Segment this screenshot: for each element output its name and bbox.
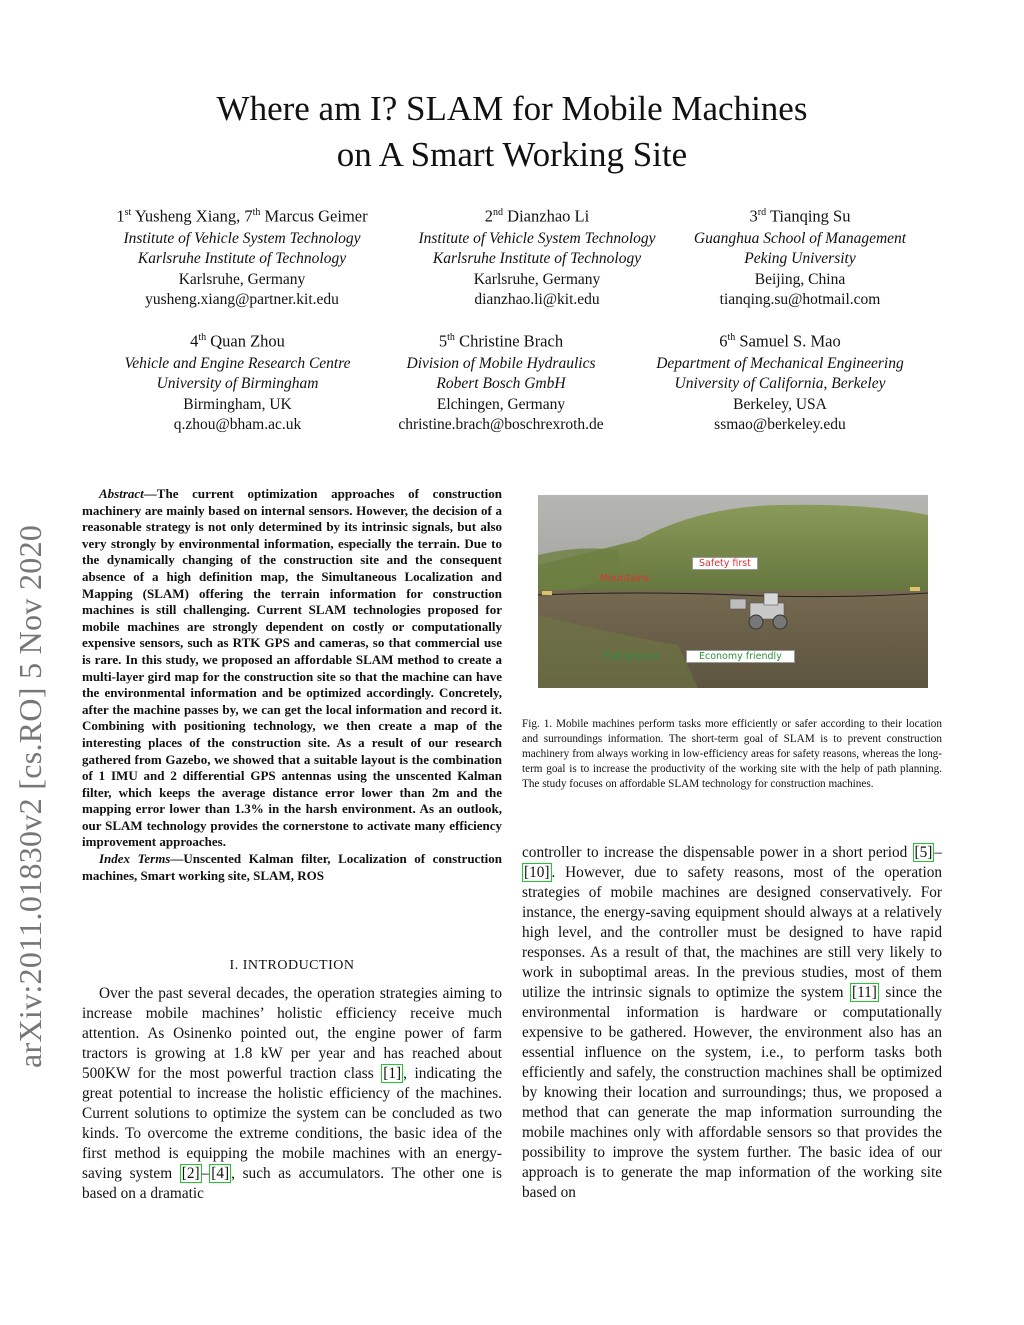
author-org: University of Birmingham	[156, 375, 319, 392]
index-terms-text: —Unscented Kalman filter, Localization of construction machines, Smart working site, SLAM, ROS	[82, 851, 502, 883]
author-dept: Department of Mechanical Engineering	[656, 354, 904, 372]
author-name: 1st Yusheng Xiang, 7th Marcus Geimer	[116, 206, 368, 226]
right-text-a: controller to increase the dispensable power in a short period	[522, 844, 913, 861]
author-dept: Institute of Vehicle System Technology	[418, 229, 656, 247]
right-text-b: . However, due to safety reasons, most of the operation strategies of mobile machines are designed conservatively. For instance, the energy-saving equipment should always at a relatively high level, and the controller must be designed to have rapid responses. As a result of that, the machines are still very likely to work in suboptimal areas. In the previous studies, most of them utilize the intrinsic signals to optimize the system	[522, 864, 942, 1001]
intro-text-a: Over the past several decades, the operation strategies aiming to increase mobile machines’ holistic efficiency receive much attention. As Osinenko pointed out, the engine power of farm tractors is growing at 1.8 kW per year and has reached about 500KW for the most powerful traction class	[82, 985, 502, 1082]
intro-text-c: , such as accumulators. The other one is based on a dramatic	[82, 1165, 502, 1202]
author-name: 3rd Tianqing Su	[749, 206, 851, 226]
dash: –	[201, 1165, 210, 1182]
author-block-5	[380, 327, 622, 436]
citation-link[interactable]: [1]	[383, 1065, 402, 1082]
abstract-label: Abstract	[99, 486, 144, 501]
author-org: Karlsruhe Institute of Technology	[432, 250, 642, 267]
index-terms-label: Index Terms	[99, 851, 171, 867]
author-org: Peking University	[744, 250, 856, 267]
author-email[interactable]: christine.brach@boschrexroth.de	[398, 416, 604, 433]
author-email[interactable]: ssmao@berkeley.edu	[714, 416, 846, 433]
author-email[interactable]: tianqing.su@hotmail.com	[719, 291, 881, 308]
author-dept: Division of Mobile Hydraulics	[406, 354, 596, 372]
title-line-2: on A Smart Working Site	[336, 135, 688, 174]
author-location: Elchingen, Germany	[436, 395, 566, 413]
citation-link[interactable]: [11]	[851, 984, 877, 1001]
author-block-1	[82, 202, 402, 311]
author-org: Robert Bosch GmbH	[436, 375, 566, 392]
figure-1-image	[538, 495, 928, 688]
author-org: University of California, Berkeley	[674, 375, 886, 392]
right-column-paragraph	[522, 843, 942, 1203]
paper-title	[100, 86, 924, 178]
abstract-text: —The current optimization approaches of construction machinery are mainly based on internal sensors. However, the decision of a reasonable strategy is not only determined by its intrinsic signals, but also very strongly by environmental information, especially the terrain. Due to the dynamically changing of the construction site and the consequent absence of a high definition map, the Simultaneous Localization and Mapping (SLAM) offering the terrain information for construction machines is still challenging. Current SLAM technologies proposed for mobile machines are strongly dependent on costly or computationally expensive sensors, such as RTK GPS and cameras, so that commercial use is rare. In this study, we proposed an affordable SLAM method to create a multi-layer gird map for the construction site so that the machine can have the environmental information and be optimized accordingly. Concretely, after the machine passes by, we can get the local information and record it. Combining with positioning technology, we then create a map of the interesting places of the construction site. As a result of our research gathered from Gazebo, we showed that a suitable layout is the combination of 1 IMU and 2 differential GPS antennas using the unscented Kalman filter, which keeps the average distance error lower than 2m and the mapping error lower than 1.3% in the harsh environment. As an outlook, our SLAM technology provides the cornerstone to activate many efficiency improvement approaches.	[82, 486, 502, 850]
right-text-c: since the environmental information is hardware or computationally expensive to be gathered. However, the environment also has an essential influence on the system, i.e., to perform tasks both efficiently and safely, the construction machines shall be optimized by knowing their location and surroundings; thus, we proposed a method that can generate the map information surrounding the mobile machines only with affordable sensors so that provides the possibility to improve the system further. The basic idea of our approach is to generate the map information of the working site based on	[522, 984, 942, 1201]
author-name: 2nd Dianzhao Li	[484, 206, 590, 226]
author-name: 5th Christine Brach	[438, 331, 564, 351]
citation-link[interactable]: [2]	[181, 1165, 200, 1182]
figure-caption: Fig. 1. Mobile machines perform tasks more efficiently or safer according to their location and surroundings information. The short-term goal of SLAM is to prevent construction machinery from always working in low-efficiency areas for safety reasons, whereas the long-term goal is to increase the productivity of the working site with the help of path planning. The study focuses on affordable SLAM technology for construction machines.	[522, 718, 942, 790]
author-block-4	[100, 327, 375, 436]
author-dept: Vehicle and Engine Research Centre	[124, 354, 351, 372]
citation-link[interactable]: [10]	[524, 864, 550, 881]
label-safety-first: Safety first	[692, 557, 758, 570]
author-org: Karlsruhe Institute of Technology	[137, 250, 347, 267]
author-location: Karlsruhe, Germany	[473, 270, 601, 288]
label-mountains: Mountains	[600, 573, 650, 584]
author-dept: Guanghua School of Management	[693, 229, 907, 247]
author-location: Karlsruhe, Germany	[178, 270, 306, 288]
abstract	[82, 486, 502, 884]
arxiv-identifier[interactable]: arXiv:2011.01830v2 [cs.RO] 5 Nov 2020	[12, 524, 48, 1068]
author-block-3	[670, 202, 930, 311]
author-name: 4th Quan Zhou	[190, 331, 285, 351]
intro-text-b: , indicating the great potential to increase the holistic efficiency of the machines. Current solutions to optimize the system can be concluded as two kinds. To overcome the extreme conditions, the basic idea of the first method is equipping the mobile machines with an energy-saving system	[82, 1065, 502, 1182]
intro-paragraph	[82, 984, 502, 1204]
author-location: Birmingham, UK	[183, 395, 292, 413]
label-flat-ground: Flat ground	[604, 651, 659, 662]
author-block-2	[392, 202, 682, 311]
label-economy-friendly: Economy friendly	[686, 650, 795, 663]
author-email[interactable]: dianzhao.li@kit.edu	[474, 291, 600, 308]
author-email[interactable]: q.zhou@bham.ac.uk	[173, 416, 302, 433]
author-location: Beijing, China	[754, 270, 846, 288]
author-block-6	[632, 327, 928, 436]
citation-link[interactable]: [4]	[211, 1165, 230, 1182]
title-line-1: Where am I? SLAM for Mobile Machines	[216, 89, 808, 128]
dash: –	[934, 844, 942, 861]
author-location: Berkeley, USA	[733, 395, 827, 413]
author-name: 6th Samuel S. Mao	[719, 331, 841, 351]
citation-link[interactable]: [5]	[914, 844, 933, 861]
author-email[interactable]: yusheng.xiang@partner.kit.edu	[145, 291, 339, 308]
author-dept: Institute of Vehicle System Technology	[123, 229, 361, 247]
section-heading: I. INTRODUCTION	[229, 958, 355, 973]
